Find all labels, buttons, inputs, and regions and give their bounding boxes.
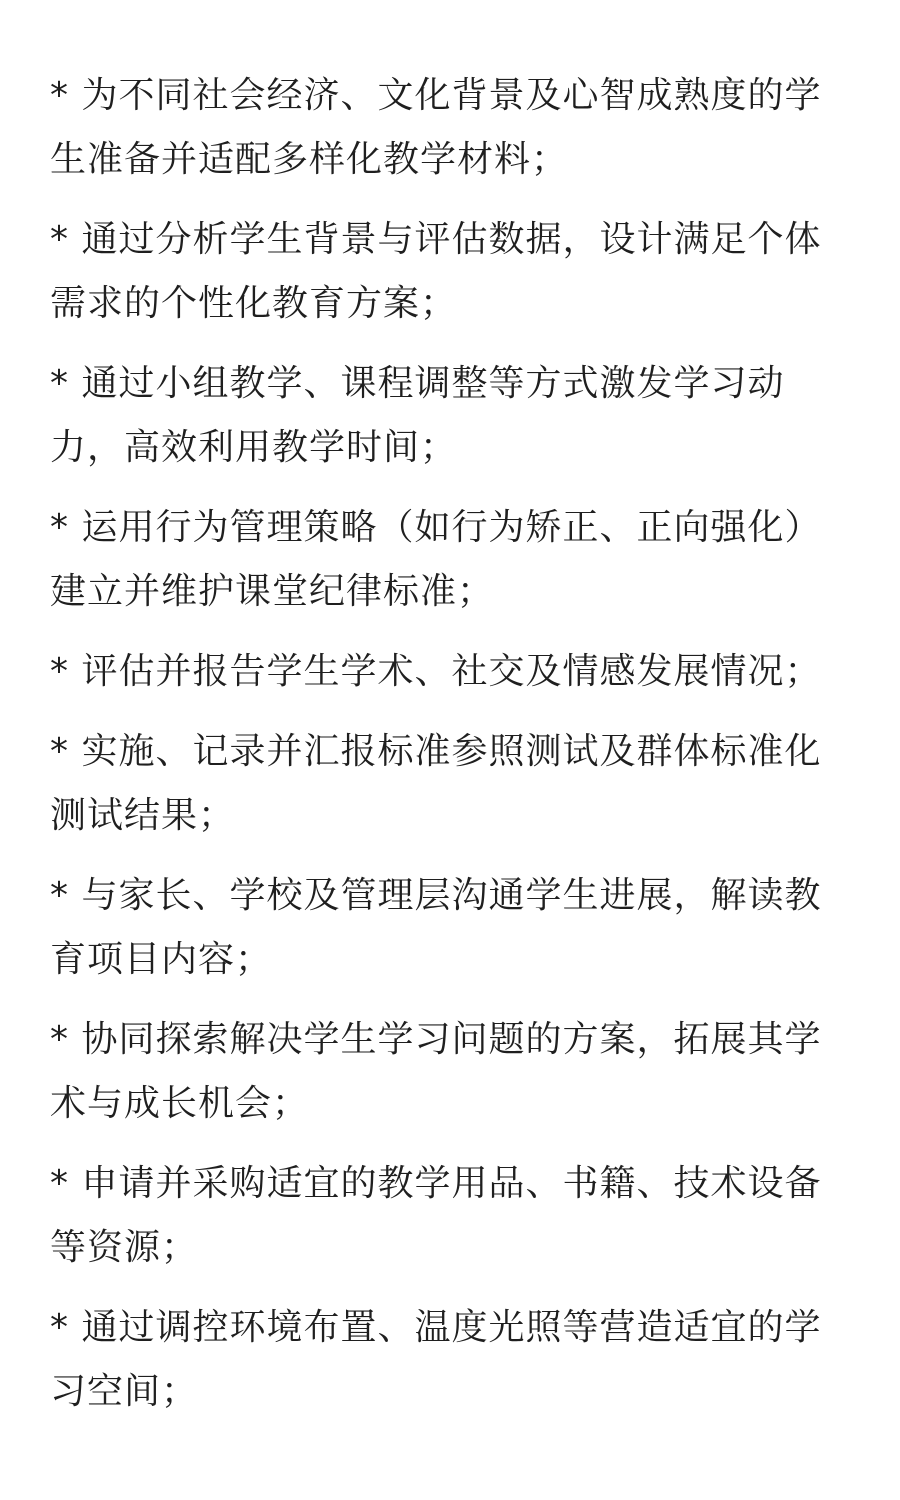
list-item-resources: * 申请并采购适宜的教学用品、书籍、技术设备等资源；	[50, 1163, 822, 1268]
list-item-assessment-report: * 评估并报告学生学术、社交及情感发展情况；	[50, 651, 822, 692]
list-item-individual-plans: * 通过分析学生背景与评估数据，设计满足个体需求的个性化教育方案；	[50, 219, 822, 324]
duties-list	[50, 64, 855, 1440]
list-item-materials: * 为不同社会经济、文化背景及心智成熟度的学生准备并适配多样化教学材料；	[50, 75, 822, 180]
list-item-testing: * 实施、记录并汇报标准参照测试及群体标准化测试结果；	[50, 731, 822, 836]
list-item-behavior-management: * 运用行为管理策略（如行为矫正、正向强化）建立并维护课堂纪律标准；	[50, 507, 822, 612]
list-item-motivation: * 通过小组教学、课程调整等方式激发学习动力，高效利用教学时间；	[50, 363, 785, 468]
list-item-learning-space: * 通过调控环境布置、温度光照等营造适宜的学习空间；	[50, 1307, 822, 1412]
list-item-communication: * 与家长、学校及管理层沟通学生进展，解读教育项目内容；	[50, 875, 822, 980]
list-item-problem-solving: * 协同探索解决学生学习问题的方案，拓展其学术与成长机会；	[50, 1019, 822, 1124]
